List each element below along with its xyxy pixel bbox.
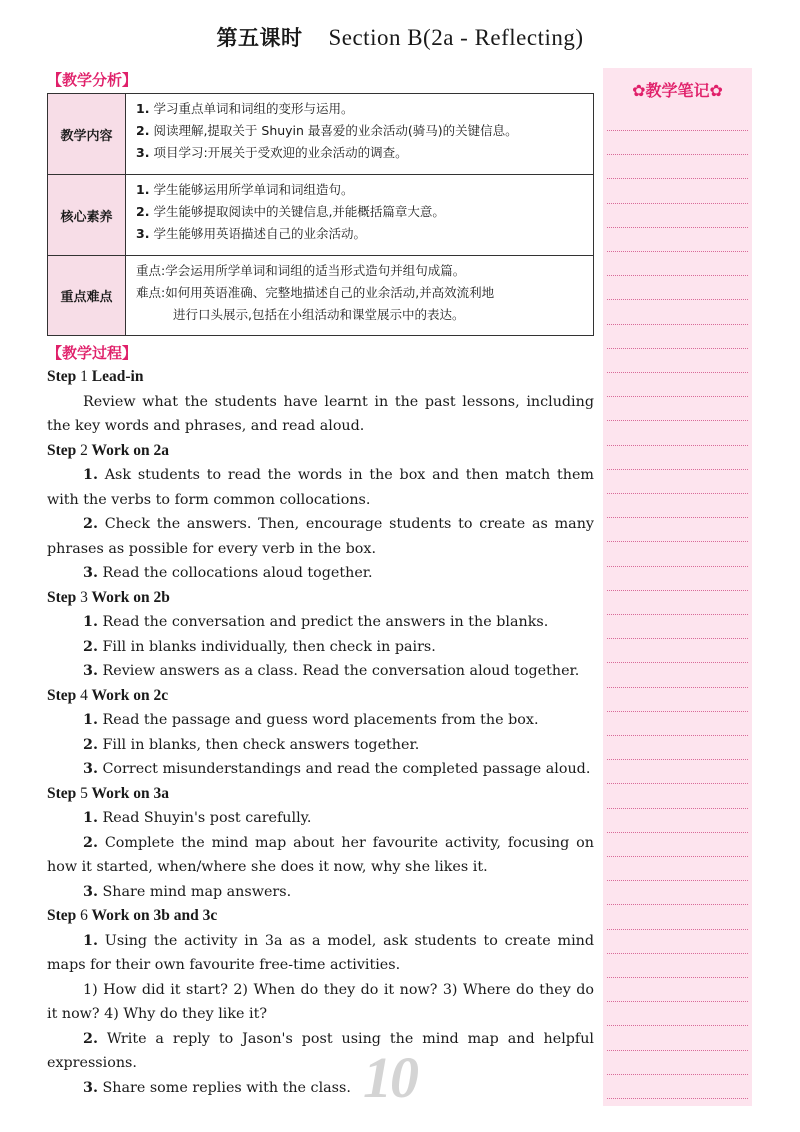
- note-line: [607, 154, 748, 155]
- row-body-literacy: [136, 179, 585, 245]
- note-line: [607, 590, 748, 591]
- step-heading: Step 5 Work on 3a: [47, 784, 170, 802]
- list-item: 2. 阅读理解,提取关于 Shuyin 最喜爱的业余活动(骑马)的关键信息。: [136, 123, 518, 138]
- list-item: 1. 学习重点单词和词组的变形与运用。: [136, 101, 354, 116]
- step-paragraph: 2. Fill in blanks individually, then check in pairs.: [83, 638, 436, 655]
- note-line: [607, 904, 748, 905]
- process-body: [47, 365, 594, 1100]
- step-paragraph: 1. Read the passage and guess word placements from the box.: [83, 712, 539, 728]
- step-paragraph: 1. Read Shuyin's post carefully.: [83, 810, 312, 826]
- step-paragraph: 1) How did it start? 2) When do they do it now? 3) Where do they do it now? 4) Why do they like it?: [47, 981, 594, 1022]
- note-line: [607, 735, 748, 736]
- table-row: [48, 255, 593, 335]
- note-line: [607, 178, 748, 179]
- note-line: [607, 372, 748, 373]
- list-item: 3. 学生能够用英语描述自己的业余活动。: [136, 226, 366, 241]
- page-title: [0, 22, 800, 52]
- notes-sidebar: [603, 68, 752, 1106]
- note-line: [607, 880, 748, 881]
- note-line: [607, 348, 748, 349]
- note-line: [607, 203, 748, 204]
- note-line: [607, 614, 748, 615]
- step-paragraph: 3. Correct misunderstandings and read the completed passage aloud.: [83, 761, 591, 777]
- note-line: [607, 662, 748, 663]
- list-item: 2. 学生能够提取阅读中的关键信息,并能概括篇章大意。: [136, 204, 445, 219]
- note-line: [607, 832, 748, 833]
- notes-title: ✿教学笔记✿: [632, 81, 723, 100]
- note-line: [607, 469, 748, 470]
- step-paragraph: 2. Check the answers. Then, encourage students to create as many phrases as possible for every verb in the box.: [47, 516, 594, 557]
- step-paragraph: 2. Complete the mind map about her favourite activity, focusing on how it started, when/where she does it now, why she likes it.: [47, 834, 594, 875]
- process-heading: 【教学过程】: [47, 344, 138, 362]
- step-paragraph: 3. Share mind map answers.: [83, 883, 292, 900]
- step-paragraph: Review what the students have learnt in the past lessons, including the key words and phrases, and read aloud.: [47, 393, 594, 434]
- note-line: [607, 638, 748, 639]
- note-line: [607, 929, 748, 930]
- step-paragraph: 3. Read the collocations aloud together.: [83, 565, 373, 581]
- note-line: [607, 566, 748, 567]
- step-paragraph: 2. Write a reply to Jason's post using the mind map and helpful expressions.: [47, 1030, 595, 1071]
- note-line: [607, 493, 748, 494]
- note-line: [607, 808, 748, 809]
- note-line: [607, 1025, 748, 1026]
- step-paragraph: 2. Fill in blanks, then check answers together.: [83, 736, 420, 753]
- section-label: Section B(2a - Reflecting): [328, 25, 584, 50]
- note-line: [607, 420, 748, 421]
- list-item: 3. 项目学习:开展关于受欢迎的业余活动的调查。: [136, 145, 408, 160]
- list-item: 重点:学会运用所学单词和词组的适当形式造句并组句成篇。: [136, 263, 466, 278]
- note-line: [607, 275, 748, 276]
- step-paragraph: 1. Ask students to read the words in the box and then match them with the verbs to form common collocations.: [47, 467, 594, 508]
- note-line: [607, 324, 748, 325]
- table-row: [48, 174, 593, 255]
- analysis-table: [47, 93, 594, 336]
- note-line: [607, 227, 748, 228]
- table-row: [48, 94, 593, 174]
- step-heading: Step 3 Work on 2b: [47, 588, 170, 606]
- note-line: [607, 517, 748, 518]
- step-heading: Step 4 Work on 2c: [47, 686, 169, 704]
- row-head-literacy: 核心素养: [48, 175, 126, 255]
- row-body-key-points: [136, 260, 585, 326]
- analysis-heading: 【教学分析】: [47, 71, 138, 89]
- step-heading: Step 1 Lead-in: [47, 368, 144, 385]
- lesson-label: 第五课时: [216, 26, 303, 50]
- note-line: [607, 299, 748, 300]
- note-line: [607, 687, 748, 688]
- note-line: [607, 541, 748, 542]
- note-line: [607, 856, 748, 857]
- note-line: [607, 130, 748, 131]
- note-line: [607, 445, 748, 446]
- note-line: [607, 783, 748, 784]
- note-line: [607, 977, 748, 978]
- note-line: [607, 759, 748, 760]
- row-body-content: [136, 98, 585, 164]
- list-item: 进行口头展示,包括在小组活动和课堂展示中的表达。: [173, 307, 465, 322]
- page-number: 10: [363, 1045, 417, 1110]
- note-line: [607, 396, 748, 397]
- step-paragraph: 3. Review answers as a class. Read the conversation aloud together.: [83, 663, 580, 679]
- note-line: [607, 1098, 748, 1099]
- note-line: [607, 1074, 748, 1075]
- note-line: [607, 711, 748, 712]
- note-line: [607, 1001, 748, 1002]
- row-head-key-points: 重点难点: [48, 256, 126, 335]
- row-head-content: 教学内容: [48, 94, 126, 174]
- note-line: [607, 1050, 748, 1051]
- step-heading: Step 6 Work on 3b and 3c: [47, 907, 218, 924]
- step-paragraph: 1. Using the activity in 3a as a model, ask students to create mind maps for their own favourite free-time activities.: [47, 932, 594, 973]
- list-item: 1. 学生能够运用所学单词和词组造句。: [136, 182, 354, 197]
- note-line: [607, 251, 748, 252]
- list-item: 难点:如何用英语准确、完整地描述自己的业余活动,并高效流利地: [136, 285, 495, 300]
- note-line: [607, 953, 748, 954]
- step-heading: Step 2 Work on 2a: [47, 441, 170, 459]
- step-paragraph: 1. Read the conversation and predict the answers in the blanks.: [83, 614, 549, 630]
- step-paragraph: 3. Share some replies with the class.: [83, 1079, 351, 1096]
